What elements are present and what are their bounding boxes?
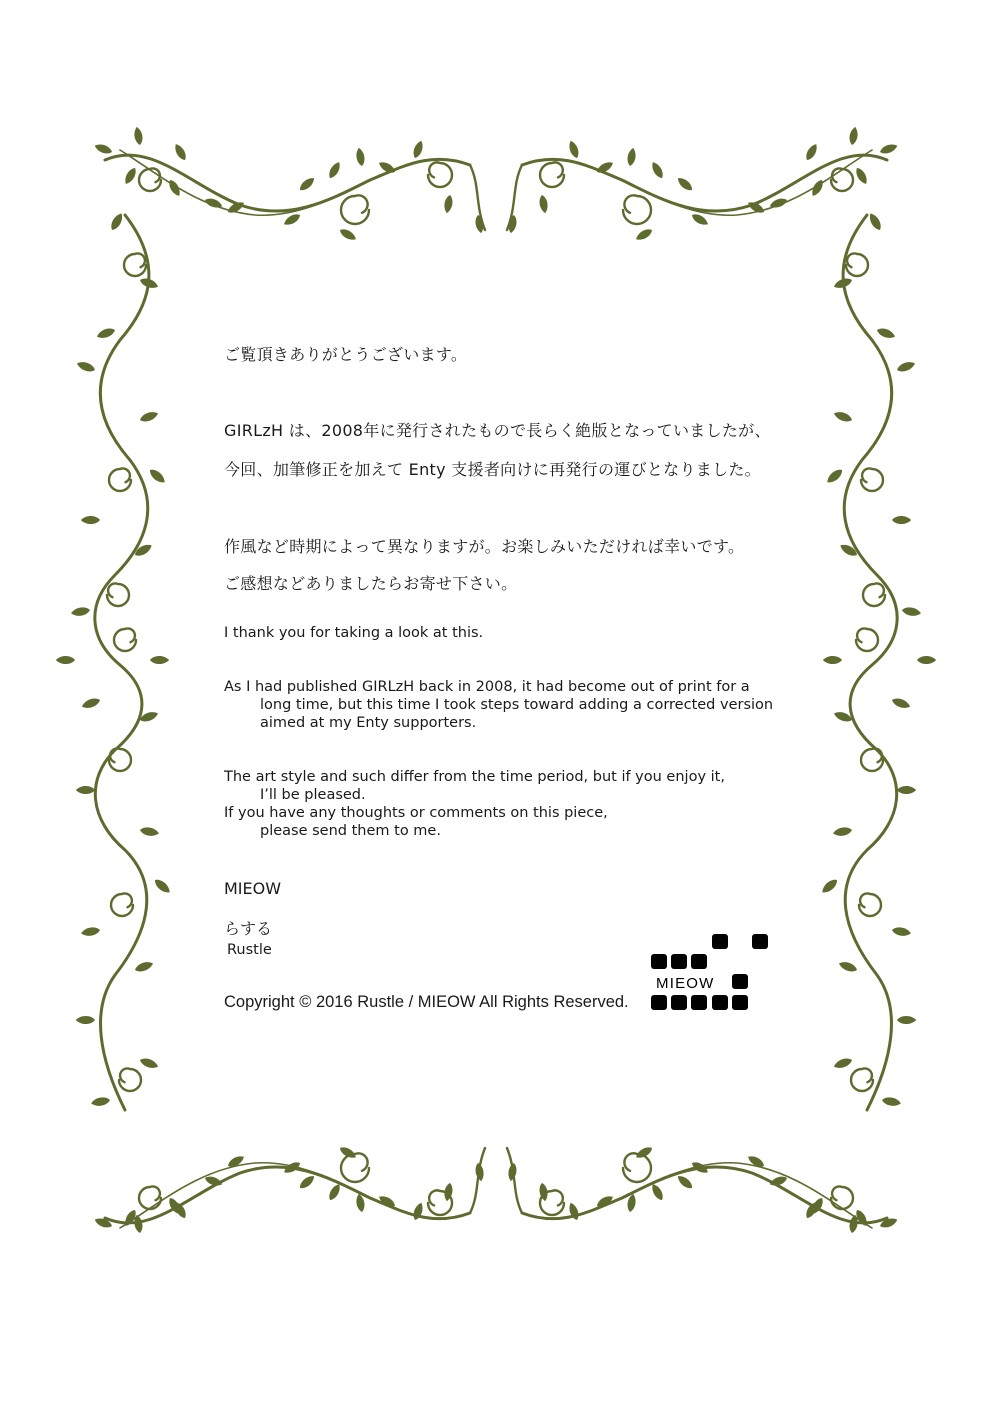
art-style-note-en — [224, 768, 725, 840]
publication-note-line: aimed at my Enty supporters. — [260, 715, 477, 731]
feedback-line: please send them to me. — [260, 823, 441, 839]
publication-note-line: long time, but this time I took steps toward adding a corrected version — [260, 697, 774, 713]
circle-name: MIEOW — [224, 879, 282, 898]
mieow-logo-text: MIEOW — [656, 975, 715, 992]
feedback-line: If you have any thoughts or comments on this piece, — [224, 805, 608, 821]
reissue-note-jp: 今回、加筆修正を加えて Enty 支援者向けに再発行の運びとなりました。 — [224, 460, 761, 479]
feedback-request-jp: ご感想などありましたらお寄せ下さい。 — [224, 574, 518, 593]
art-style-line: I’ll be pleased. — [260, 787, 366, 803]
publication-note-line: As I had published GIRLzH back in 2008, it had become out of print for a — [224, 679, 750, 695]
greeting-jp: ご覧頂きありがとうございます。 — [224, 345, 468, 364]
copyright-notice: Copyright © 2016 Rustle / MIEOW All Rights Reserved. — [224, 993, 629, 1011]
author-name-jp: らする — [224, 919, 273, 938]
publication-note-en — [224, 678, 773, 732]
publication-note-jp: GIRLzH は、2008年に発行されたもので長らく絶版となっていましたが、 — [224, 421, 771, 440]
art-style-note-jp: 作風など時期によって異なりますが。お楽しみいただければ幸いです。 — [224, 537, 745, 556]
mieow-logo — [648, 930, 772, 1014]
art-style-line: The art style and such differ from the time period, but if you enjoy it, — [224, 769, 725, 785]
greeting-en: I thank you for taking a look at this. — [224, 625, 484, 641]
author-name-en: Rustle — [227, 942, 272, 958]
